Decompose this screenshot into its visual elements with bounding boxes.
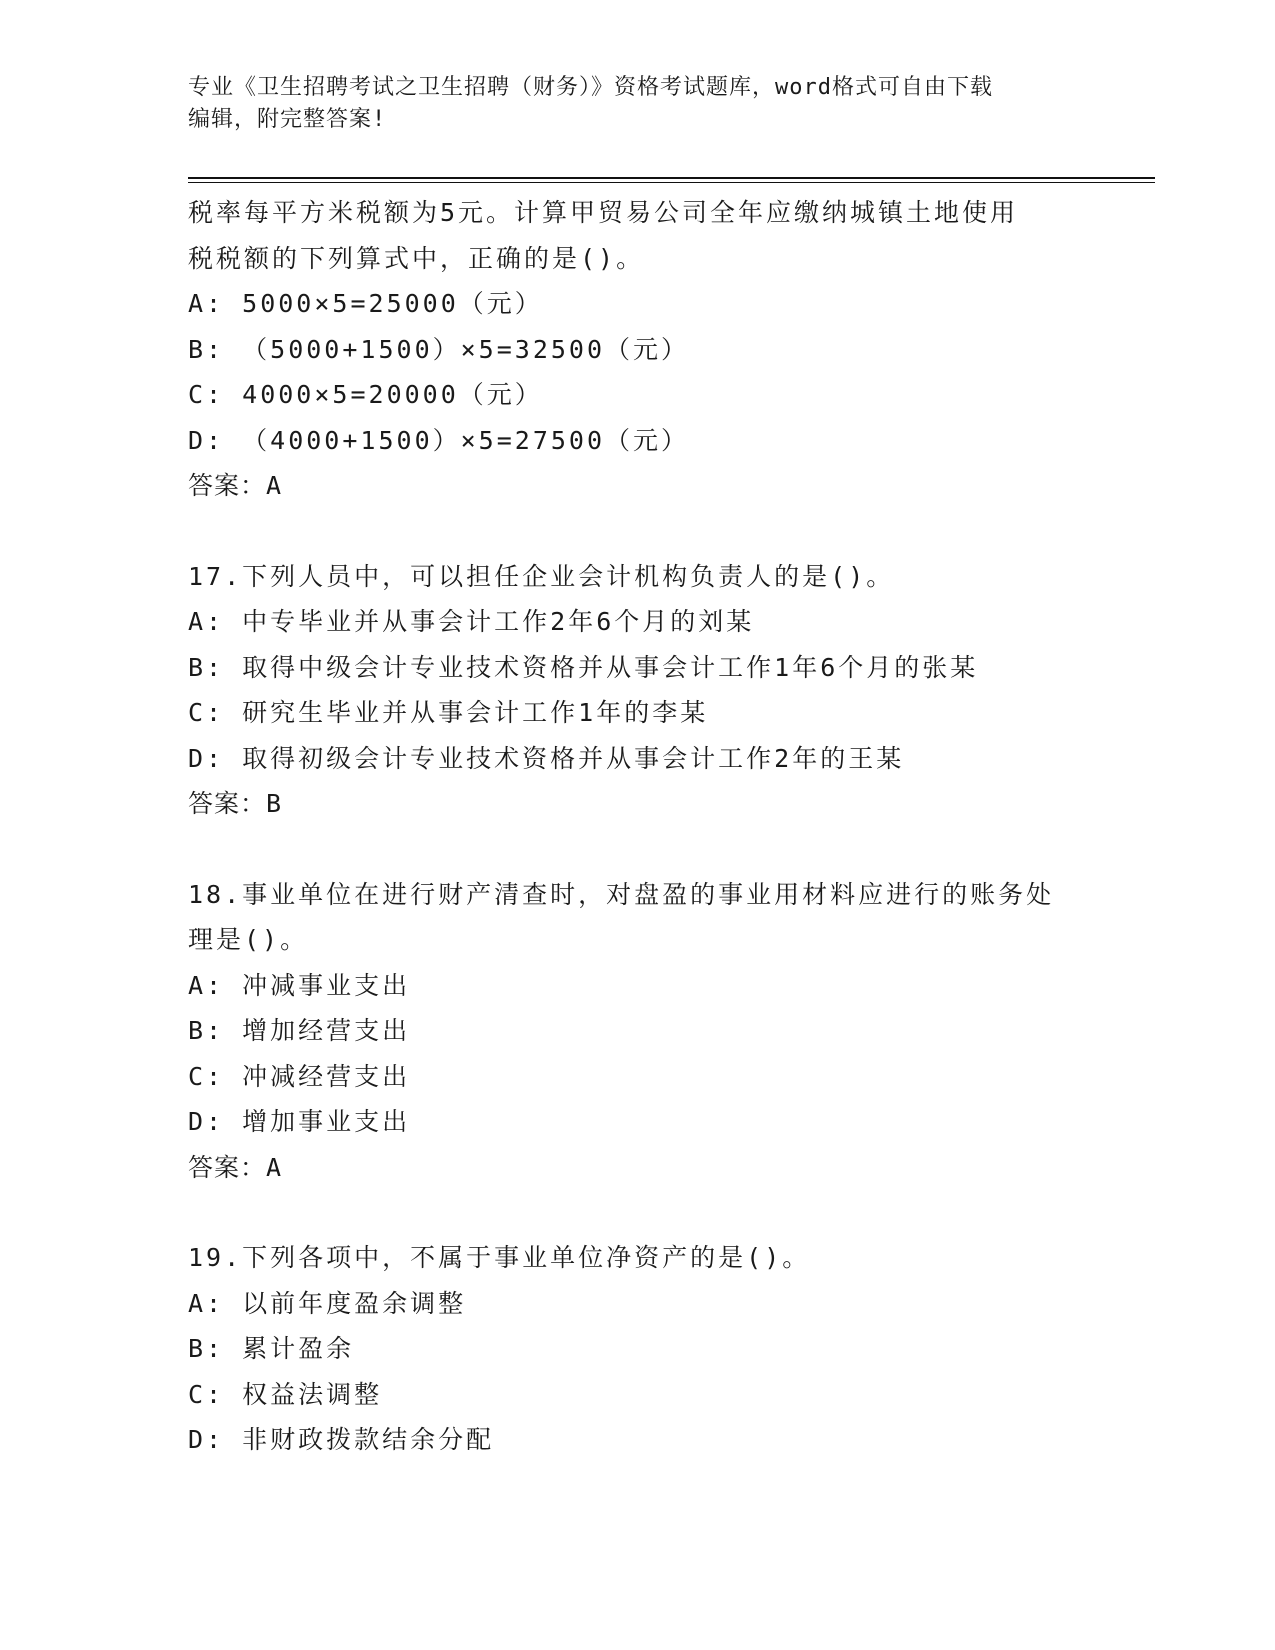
- option-a: A: 以前年度盈余调整: [188, 1288, 467, 1318]
- option-b: B: （5000+1500）×5=32500（元）: [188, 334, 690, 364]
- option-a: A: 5000×5=25000（元）: [188, 289, 543, 318]
- option-c: C: 权益法调整: [188, 1379, 383, 1409]
- question-text-line: 19.下列各项中，不属于事业单位净资产的是()。: [188, 1243, 811, 1272]
- question-18: [188, 872, 1088, 1191]
- header-rule-thin: [188, 182, 1155, 183]
- option-d: D: 增加事业支出: [188, 1107, 411, 1136]
- option-b: B: 增加经营支出: [188, 1016, 411, 1045]
- question-list: [188, 190, 1088, 1463]
- option-a: A: 冲减事业支出: [188, 970, 411, 1000]
- option-d: D: 非财政拨款结余分配: [188, 1425, 495, 1454]
- question-19: [188, 1235, 1088, 1463]
- document-header: [188, 72, 1088, 136]
- header-line-2: 编辑，附完整答案!: [188, 107, 387, 132]
- question-text-line: 税率每平方米税额为5元。计算甲贸易公司全年应缴纳城镇土地使用: [188, 198, 1019, 227]
- header-rule-thick: [188, 177, 1155, 179]
- option-c: C: 研究生毕业并从事会计工作1年的李某: [188, 698, 709, 727]
- question-16: [188, 190, 1088, 509]
- option-c: C: 冲减经营支出: [188, 1061, 411, 1091]
- option-d: D: （4000+1500）×5=27500（元）: [188, 425, 690, 455]
- question-text-line: 理是()。: [188, 925, 309, 954]
- spacer: [188, 509, 1088, 554]
- option-d: D: 取得初级会计专业技术资格并从事会计工作2年的王某: [188, 743, 905, 773]
- answer: 答案：B: [188, 789, 283, 818]
- question-text-line: 税税额的下列算式中，正确的是()。: [188, 243, 645, 273]
- option-b: B: 取得中级会计专业技术资格并从事会计工作1年6个月的张某: [188, 652, 979, 682]
- spacer: [188, 1190, 1088, 1235]
- option-a: A: 中专毕业并从事会计工作2年6个月的刘某: [188, 607, 755, 636]
- answer: 答案：A: [188, 471, 283, 500]
- spacer: [188, 827, 1088, 872]
- option-b: B: 累计盈余: [188, 1334, 355, 1363]
- option-c: C: 4000×5=20000（元）: [188, 380, 543, 409]
- question-text-line: 18.事业单位在进行财产清查时，对盘盈的事业用材料应进行的账务处: [188, 879, 1055, 909]
- question-17: [188, 554, 1088, 827]
- header-line-1: 专业《卫生招聘考试之卫生招聘（财务）》资格考试题库，word格式可自由下载: [188, 75, 993, 100]
- question-text-line: 17.下列人员中，可以担任企业会计机构负责人的是()。: [188, 561, 895, 591]
- answer: 答案：A: [188, 1152, 283, 1182]
